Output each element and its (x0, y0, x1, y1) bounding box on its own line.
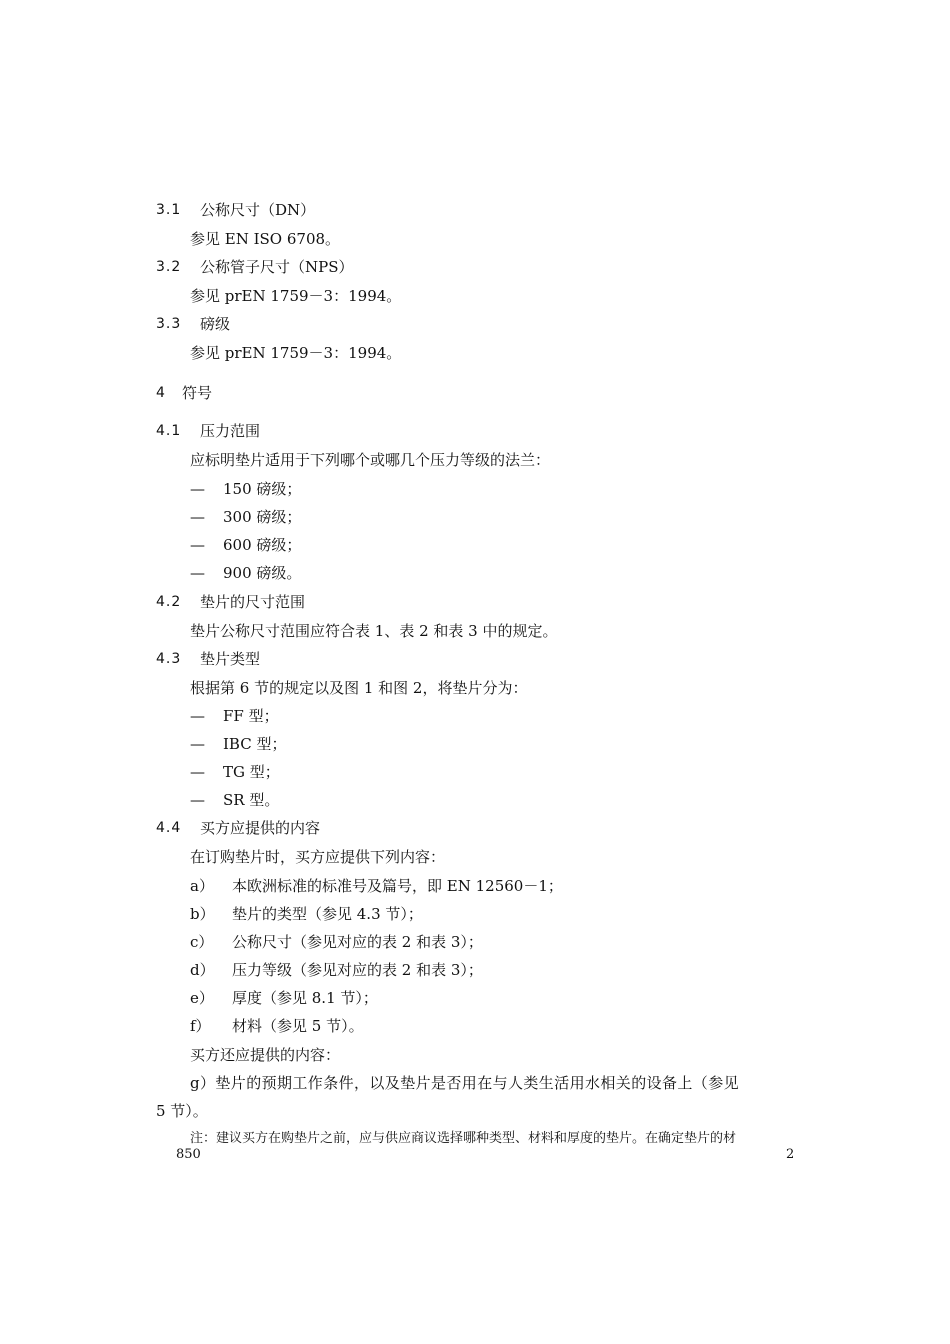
list-letter: f） (190, 1017, 211, 1035)
section-4-4-item-g-continued: 5 节）。 (156, 1102, 208, 1120)
section-4-3-body: 根据第 6 节的规定以及图 1 和图 2，将垫片分为： (190, 679, 528, 697)
section-3-2-number: 3.2 (156, 259, 182, 275)
list-item: 厚度（参见 8.1 节）； (232, 989, 378, 1007)
note-cut-off-line (176, 1147, 236, 1164)
list-item: TG 型； (223, 763, 280, 781)
section-3-2-title: 公称管子尺寸（NPS） (200, 258, 354, 276)
list-dash: — (190, 564, 205, 582)
list-dash: — (190, 707, 205, 725)
list-item: 压力等级（参见对应的表 2 和表 3）； (232, 961, 483, 979)
list-item: 300 磅级； (223, 508, 302, 526)
note-cut-text: 850 (176, 1147, 201, 1162)
section-3-1-body: 参见 EN ISO 6708。 (190, 230, 341, 248)
section-3-1-number: 3.1 (156, 202, 182, 218)
section-4-2-number: 4.2 (156, 594, 182, 610)
list-item: IBC 型； (223, 735, 287, 753)
list-item: 垫片的类型（参见 4.3 节）； (232, 905, 423, 923)
section-3-3-title: 磅级 (200, 315, 231, 333)
page-number: 2 (786, 1147, 795, 1162)
section-4-3-number: 4.3 (156, 651, 182, 667)
list-letter: e） (190, 989, 214, 1007)
list-letter: d） (190, 961, 215, 979)
list-dash: — (190, 480, 205, 498)
section-4-1-number: 4.1 (156, 423, 182, 439)
section-4-number: 4 (156, 385, 166, 401)
section-3-3-body: 参见 prEN 1759－3：1994。 (190, 344, 402, 362)
list-item: 150 磅级； (223, 480, 302, 498)
section-3-3-number: 3.3 (156, 316, 182, 332)
list-dash: — (190, 536, 205, 554)
list-dash: — (190, 763, 205, 781)
list-item: 900 磅级。 (223, 564, 302, 582)
section-4-2-title: 垫片的尺寸范围 (200, 593, 306, 611)
list-item: 材料（参见 5 节）。 (232, 1017, 364, 1035)
section-3-2-body: 参见 prEN 1759－3：1994。 (190, 287, 402, 305)
section-4-4-title: 买方应提供的内容 (200, 819, 321, 837)
section-4-3-title: 垫片类型 (200, 650, 261, 668)
list-item: 公称尺寸（参见对应的表 2 和表 3）； (232, 933, 483, 951)
list-item: 600 磅级； (223, 536, 302, 554)
list-letter: b） (190, 905, 215, 923)
list-dash: — (190, 791, 205, 809)
list-item: SR 型。 (223, 791, 280, 809)
list-letter: a） (190, 877, 214, 895)
section-3-1-title: 公称尺寸（DN） (200, 201, 316, 219)
section-4-4-body: 在订购垫片时，买方应提供下列内容： (190, 848, 446, 866)
section-4-4-number: 4.4 (156, 820, 182, 836)
section-4-1-title: 压力范围 (200, 422, 261, 440)
list-item: FF 型； (223, 707, 279, 725)
list-dash: — (190, 735, 205, 753)
list-item: 本欧洲标准的标准号及篇号，即 EN 12560－1； (232, 877, 563, 895)
note-text: 注：建议买方在购垫片之前，应与供应商议选择哪种类型、材料和厚度的垫片。在确定垫片的材 (190, 1131, 737, 1146)
section-4-2-body: 垫片公称尺寸范围应符合表 1、表 2 和表 3 中的规定。 (190, 622, 558, 640)
section-4-4-extra: 买方还应提供的内容： (190, 1046, 341, 1064)
list-dash: — (190, 508, 205, 526)
section-4-1-body: 应标明垫片适用于下列哪个或哪几个压力等级的法兰： (190, 451, 551, 469)
section-4-4-item-g: g）垫片的预期工作条件，以及垫片是否用在与人类生活用水相关的设备上（参见 (190, 1074, 740, 1092)
section-4-title: 符号 (182, 384, 213, 402)
list-letter: c） (190, 933, 214, 951)
